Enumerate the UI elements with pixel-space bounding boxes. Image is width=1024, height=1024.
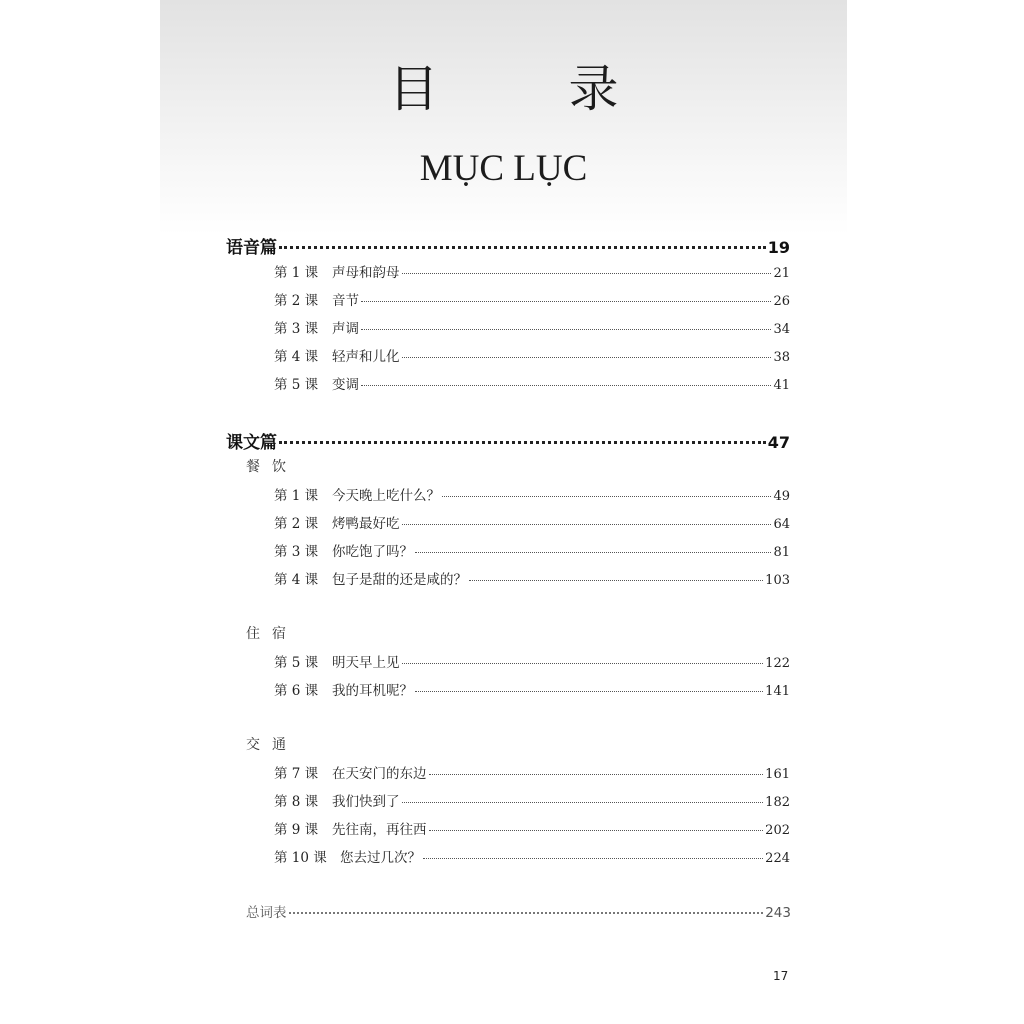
lesson-title: 先往南，再往西 xyxy=(332,822,427,838)
lesson-page: 38 xyxy=(773,350,790,365)
toc-lesson[interactable] xyxy=(274,289,790,309)
dot-leader xyxy=(469,580,763,581)
dot-leader xyxy=(402,357,772,358)
lesson-title: 明天早上见 xyxy=(332,655,400,671)
topic-heading-lodging: 住宿 xyxy=(246,626,298,642)
toc-vocabulary[interactable] xyxy=(246,901,791,921)
dot-leader xyxy=(279,441,766,444)
dot-leader xyxy=(361,385,771,386)
lesson-page: 202 xyxy=(765,823,790,838)
lesson-title: 变调 xyxy=(332,377,359,393)
lesson-title: 声调 xyxy=(332,321,359,337)
toc-lesson[interactable] xyxy=(274,540,790,560)
page-number: 17 xyxy=(773,969,789,983)
part-title: 课文篇 xyxy=(226,433,277,453)
lesson-page: 122 xyxy=(765,656,790,671)
toc-lesson[interactable] xyxy=(274,261,790,281)
lesson-title: 您去过几次？ xyxy=(340,850,421,866)
lesson-title: 在天安门的东边 xyxy=(332,766,427,782)
lesson-page: 49 xyxy=(773,489,790,504)
part-page: 47 xyxy=(767,433,790,452)
part-title: 语音篇 xyxy=(226,238,277,258)
book-page xyxy=(160,0,847,1024)
lesson-page: 21 xyxy=(773,266,790,281)
lesson-title: 音节 xyxy=(332,293,359,309)
lesson-number: 第 9 课 xyxy=(274,822,319,838)
lesson-number: 第 10 课 xyxy=(274,850,327,866)
lesson-title: 烤鸭最好吃 xyxy=(332,516,400,532)
dot-leader xyxy=(279,246,766,249)
vocab-page: 243 xyxy=(765,905,791,921)
lesson-page: 26 xyxy=(773,294,790,309)
dot-leader xyxy=(415,552,771,553)
lesson-title: 包子是甜的还是咸的？ xyxy=(332,572,467,588)
lesson-page: 161 xyxy=(765,767,790,782)
page-title-chinese: 目 录 xyxy=(388,60,659,118)
topic-heading-transport: 交通 xyxy=(246,737,298,753)
dot-leader xyxy=(402,524,772,525)
lesson-number: 第 3 课 xyxy=(274,321,319,337)
toc-lesson[interactable] xyxy=(274,512,790,532)
dot-leader xyxy=(429,830,764,831)
lesson-number: 第 4 课 xyxy=(274,572,319,588)
toc-lesson[interactable] xyxy=(274,373,790,393)
topic-heading-dining: 餐饮 xyxy=(246,459,298,475)
toc-lesson[interactable] xyxy=(274,651,790,671)
lesson-number: 第 6 课 xyxy=(274,683,319,699)
toc-lesson[interactable] xyxy=(274,568,790,588)
lesson-page: 224 xyxy=(765,851,790,866)
dot-leader xyxy=(289,912,764,914)
lesson-number: 第 5 课 xyxy=(274,377,319,393)
lesson-page: 141 xyxy=(765,684,790,699)
lesson-page: 34 xyxy=(773,322,790,337)
dot-leader xyxy=(361,329,771,330)
toc-lesson[interactable] xyxy=(274,762,790,782)
lesson-title: 我的耳机呢？ xyxy=(332,683,413,699)
lesson-number: 第 2 课 xyxy=(274,516,319,532)
dot-leader xyxy=(423,858,763,859)
lesson-title: 我们快到了 xyxy=(332,794,400,810)
lesson-page: 64 xyxy=(773,517,790,532)
dot-leader xyxy=(429,774,764,775)
dot-leader xyxy=(402,802,764,803)
lesson-number: 第 1 课 xyxy=(274,265,319,281)
toc-lesson[interactable] xyxy=(274,345,790,365)
toc-part-phonetics[interactable] xyxy=(226,233,790,258)
toc-lesson[interactable] xyxy=(274,846,790,866)
toc-part-texts[interactable] xyxy=(226,428,790,453)
lesson-number: 第 4 课 xyxy=(274,349,319,365)
lesson-page: 41 xyxy=(773,378,790,393)
vocab-title: 总词表 xyxy=(246,905,287,921)
lesson-title: 今天晚上吃什么？ xyxy=(332,488,440,504)
dot-leader xyxy=(442,496,771,497)
dot-leader xyxy=(402,273,772,274)
toc-lesson[interactable] xyxy=(274,317,790,337)
part-page: 19 xyxy=(767,238,790,257)
lesson-title: 你吃饱了吗？ xyxy=(332,544,413,560)
lesson-title: 声母和韵母 xyxy=(332,265,400,281)
dot-leader xyxy=(402,663,764,664)
lesson-page: 81 xyxy=(773,545,790,560)
lesson-number: 第 8 课 xyxy=(274,794,319,810)
lesson-page: 182 xyxy=(765,795,790,810)
dot-leader xyxy=(415,691,763,692)
toc-lesson[interactable] xyxy=(274,790,790,810)
lesson-number: 第 7 课 xyxy=(274,766,319,782)
lesson-number: 第 1 课 xyxy=(274,488,319,504)
page-title-vietnamese: MỤC LỤC xyxy=(419,148,588,189)
lesson-page: 103 xyxy=(765,573,790,588)
lesson-title: 轻声和儿化 xyxy=(332,349,400,365)
lesson-number: 第 2 课 xyxy=(274,293,319,309)
toc-lesson[interactable] xyxy=(274,818,790,838)
lesson-number: 第 5 课 xyxy=(274,655,319,671)
lesson-number: 第 3 课 xyxy=(274,544,319,560)
dot-leader xyxy=(361,301,771,302)
toc-lesson[interactable] xyxy=(274,484,790,504)
toc-lesson[interactable] xyxy=(274,679,790,699)
